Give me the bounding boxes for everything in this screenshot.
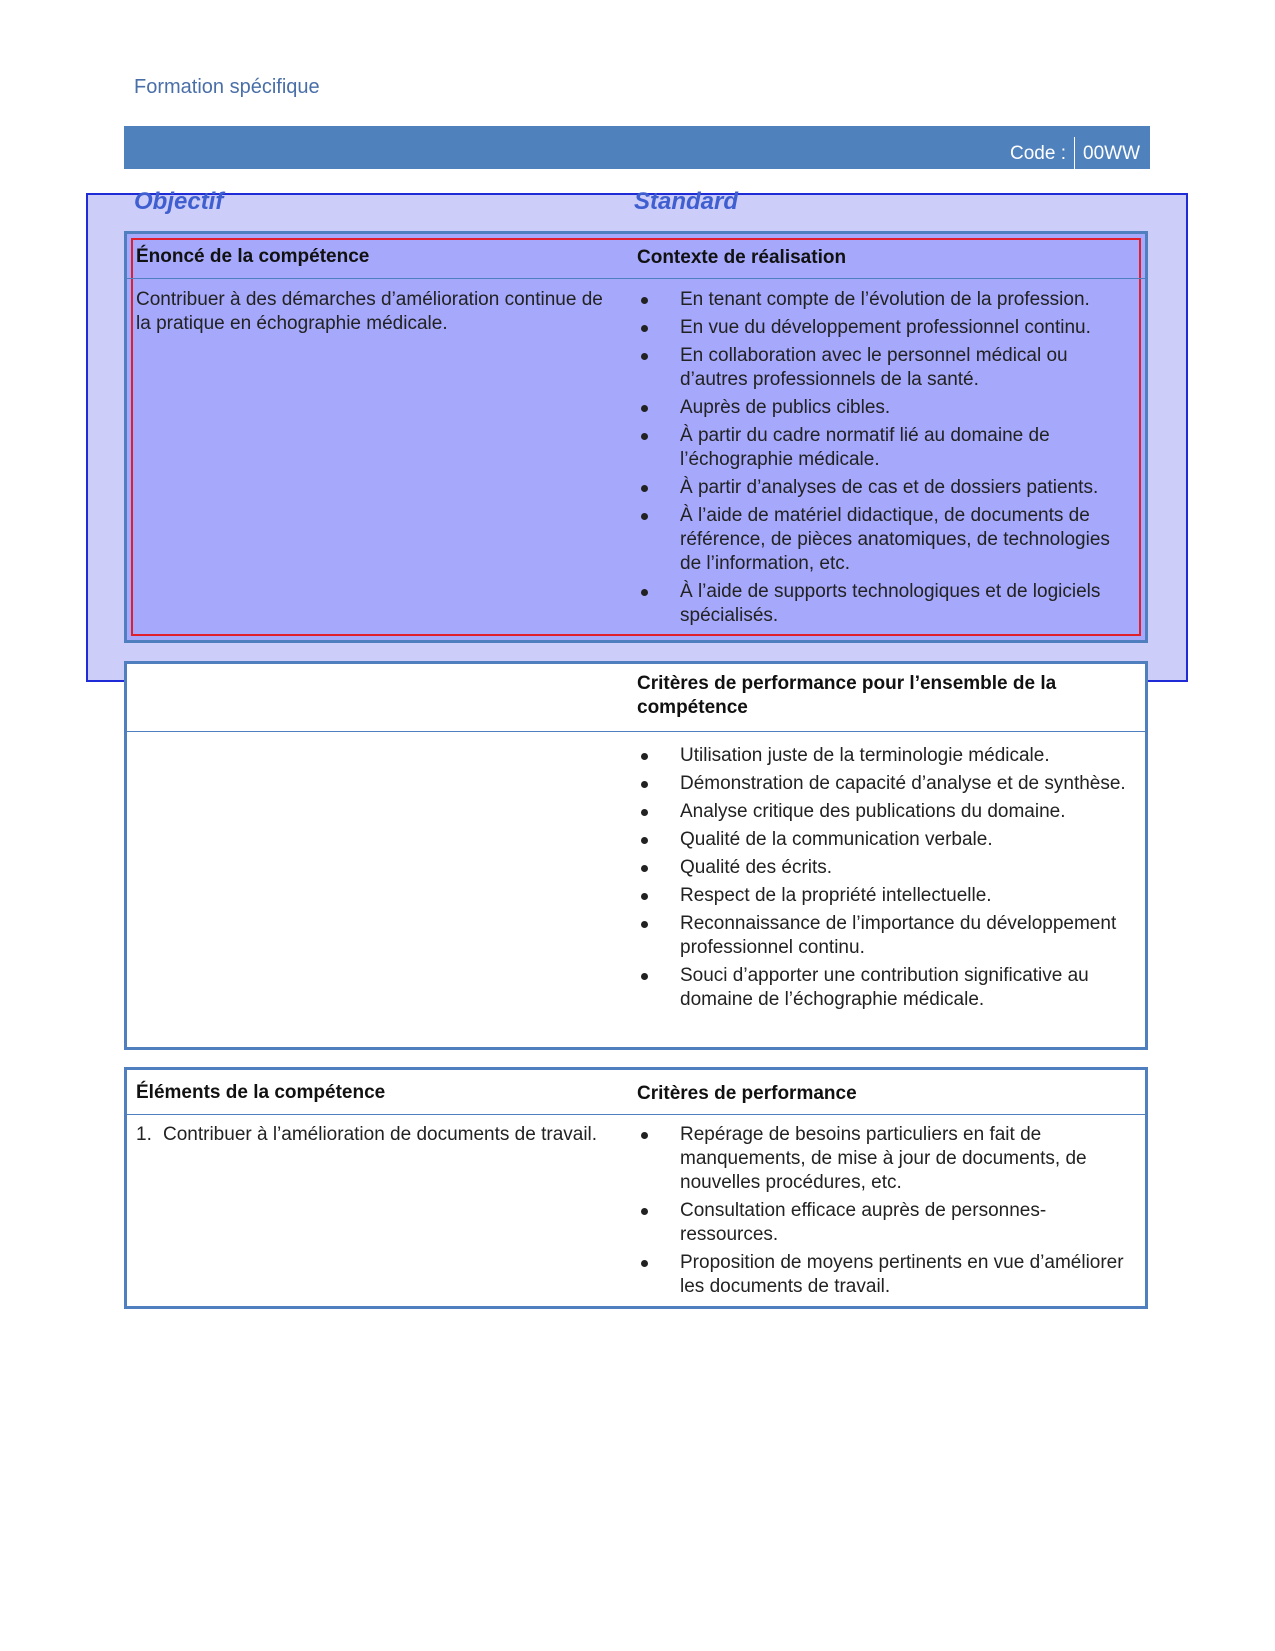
bullet-icon <box>641 1208 648 1215</box>
bullet-icon <box>641 485 648 492</box>
context-header: Contexte de réalisation <box>637 247 847 268</box>
criteria-header: Critères de performance <box>637 1083 857 1104</box>
bullet-icon <box>641 513 648 520</box>
elements-criteria-table <box>124 1067 1148 1309</box>
list-item <box>637 424 1127 472</box>
list-item <box>637 288 1127 312</box>
element-text: Contribuer à l’amélioration de documents de travail. <box>163 1124 598 1145</box>
list-item-text: Analyse critique des publications du domaine. <box>680 801 1066 822</box>
list-item <box>637 344 1127 392</box>
list-item-text: Souci d’apporter une contribution significative au domaine de l’échographie médicale. <box>680 965 1089 1010</box>
bullet-icon <box>641 1132 648 1139</box>
overall-criteria-table <box>124 661 1148 1050</box>
list-item-text: En vue du développement professionnel continu. <box>680 317 1091 338</box>
code-field <box>1010 137 1140 171</box>
list-item-text: En tenant compte de l’évolution de la profession. <box>680 289 1090 310</box>
list-item-text: Qualité de la communication verbale. <box>680 829 993 850</box>
list-item <box>637 828 1127 852</box>
bullet-icon <box>641 1260 648 1267</box>
section-titles <box>134 188 1144 218</box>
elements-header: Éléments de la compétence <box>136 1082 386 1103</box>
bullet-icon <box>641 809 648 816</box>
list-item <box>637 580 1127 628</box>
bullet-icon <box>641 353 648 360</box>
list-item <box>637 964 1127 1012</box>
list-item <box>637 856 1127 880</box>
statement-header: Énoncé de la compétence <box>136 246 370 267</box>
list-item-text: À partir du cadre normatif lié au domaine de l’échographie médicale. <box>680 425 1050 470</box>
list-item <box>637 1123 1127 1195</box>
list-item-text: Respect de la propriété intellectuelle. <box>680 885 992 906</box>
code-value: 00WW <box>1083 143 1140 164</box>
code-label: Code : <box>1010 143 1066 164</box>
list-item <box>136 1123 606 1147</box>
element-number: 1. <box>136 1124 152 1145</box>
competence-statement: Contribuer à des démarches d’amélioration continue de la pratique en échographie médicale. <box>136 289 603 334</box>
list-item <box>637 912 1127 960</box>
list-item-text: À l’aide de matériel didactique, de documents de référence, de pièces anatomiques, de technologies de l’information, etc. <box>680 505 1110 574</box>
list-item <box>637 316 1127 340</box>
table-header <box>127 1070 1145 1115</box>
bullet-icon <box>641 753 648 760</box>
list-item-text: En collaboration avec le personnel médical ou d’autres professionnels de la santé. <box>680 345 1068 390</box>
list-item-text: À l’aide de supports technologiques et de logiciels spécialisés. <box>680 581 1101 626</box>
list-item <box>637 476 1127 500</box>
table-header <box>127 664 1145 732</box>
context-list <box>637 288 1127 632</box>
bullet-icon <box>641 921 648 928</box>
list-item <box>637 884 1127 908</box>
performance-criteria-list <box>637 1123 1127 1303</box>
bullet-icon <box>641 973 648 980</box>
list-item <box>637 504 1127 576</box>
bullet-icon <box>641 893 648 900</box>
bullet-icon <box>641 837 648 844</box>
bullet-icon <box>641 405 648 412</box>
bullet-icon <box>641 297 648 304</box>
list-item-text: À partir d’analyses de cas et de dossiers patients. <box>680 477 1099 498</box>
list-item <box>637 1251 1127 1299</box>
document-header: Formation spécifique <box>134 76 320 98</box>
bullet-icon <box>641 433 648 440</box>
standard-title: Standard <box>634 188 739 215</box>
list-item <box>637 772 1127 796</box>
list-item <box>637 744 1127 768</box>
list-item-text: Qualité des écrits. <box>680 857 833 878</box>
list-item-text: Auprès de publics cibles. <box>680 397 891 418</box>
list-item-text: Proposition de moyens pertinents en vue d’améliorer les documents de travail. <box>680 1252 1124 1297</box>
competence-context-table <box>124 231 1148 643</box>
bullet-icon <box>641 325 648 332</box>
list-item-text: Reconnaissance de l’importance du développement professionnel continu. <box>680 913 1117 958</box>
objective-title: Objectif <box>134 188 224 215</box>
overall-criteria-header: Critères de performance pour l’ensemble de la compétence <box>637 673 1057 718</box>
code-separator <box>1074 137 1075 171</box>
list-item-text: Consultation efficace auprès de personnes-ressources. <box>680 1200 1047 1245</box>
bullet-icon <box>641 865 648 872</box>
list-item-text: Repérage de besoins particuliers en fait de manquements, de mise à jour de documents, de nouvelles procédures, etc. <box>680 1124 1087 1193</box>
list-item <box>637 396 1127 420</box>
code-bar <box>124 126 1150 169</box>
list-item <box>637 1199 1127 1247</box>
table-header <box>127 234 1145 279</box>
list-item <box>637 800 1127 824</box>
element-list <box>136 1123 606 1147</box>
overall-criteria-list <box>637 744 1127 1016</box>
list-item-text: Démonstration de capacité d’analyse et de synthèse. <box>680 773 1126 794</box>
list-item-text: Utilisation juste de la terminologie médicale. <box>680 745 1050 766</box>
bullet-icon <box>641 781 648 788</box>
bullet-icon <box>641 589 648 596</box>
